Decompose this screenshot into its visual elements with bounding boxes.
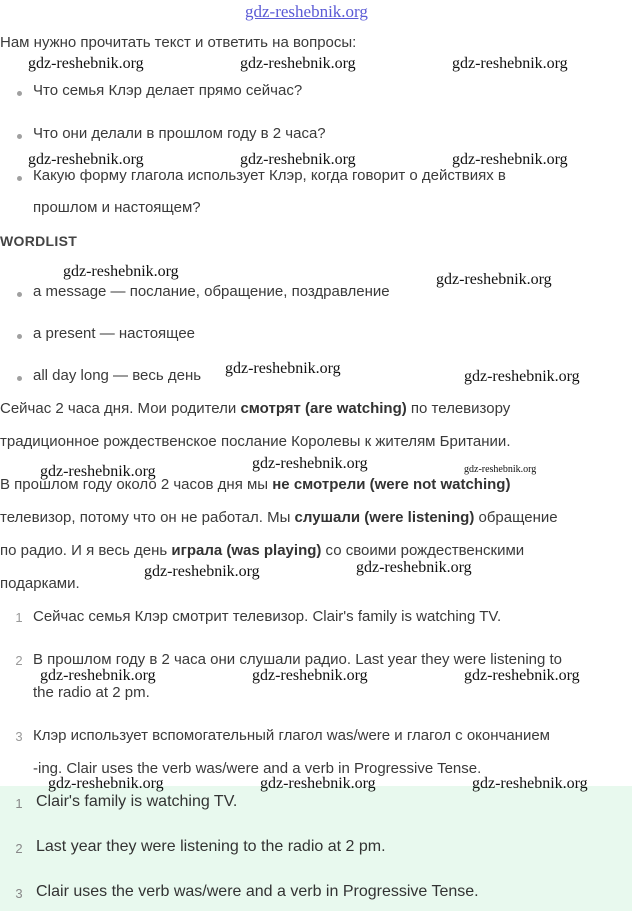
watermark: gdz-reshebnik.org — [28, 151, 144, 168]
list-number: 1 — [15, 610, 23, 625]
watermark: gdz-reshebnik.org — [464, 667, 580, 684]
list-number: 3 — [15, 729, 23, 744]
question-3: Какую форму глагола использует Клэр, когда говорит о действиях в — [33, 167, 506, 184]
watermark: gdz-reshebnik.org — [40, 667, 156, 684]
paragraph-line: телевизор, потому что он не работал. Мы слушали (were listening) обращение — [0, 509, 558, 526]
watermark: gdz-reshebnik.org — [436, 271, 552, 288]
answer-item: Clair uses the verb was/were and a verb in Progressive Tense. — [36, 883, 479, 900]
numbered-item: Клэр использует вспомогательный глагол was/were и глагол с окончанием — [33, 727, 550, 744]
numbered-item-cont: -ing. Clair uses the verb was/were and a verb in Progressive Tense. — [33, 760, 482, 777]
answer-number: 3 — [15, 886, 23, 901]
watermark: gdz-reshebnik.org — [225, 360, 341, 377]
watermark: gdz-reshebnik.org — [472, 775, 588, 792]
list-number: 2 — [15, 653, 23, 668]
watermark: gdz-reshebnik.org — [28, 55, 144, 72]
watermark: gdz-reshebnik.org — [63, 263, 179, 280]
numbered-item: В прошлом году в 2 часа они слушали радио. Last year they were listening to — [33, 651, 563, 668]
watermark: gdz-reshebnik.org — [452, 55, 568, 72]
bullet-dot — [17, 91, 22, 96]
answer-item: Last year they were listening to the radio at 2 pm. — [36, 838, 386, 855]
numbered-item: Сейчас семья Клэр смотрит телевизор. Clair's family is watching TV. — [33, 608, 502, 625]
bullet-dot — [17, 334, 22, 339]
watermark: gdz-reshebnik.org — [464, 368, 580, 385]
paragraph-line: В прошлом году около 2 часов дня мы не смотрели (were not watching) — [0, 476, 511, 493]
answer-number: 2 — [15, 841, 23, 856]
wordlist-item: a present — настоящее — [33, 325, 196, 342]
paragraph-line: традиционное рождественское послание Королевы к жителям Британии. — [0, 433, 511, 450]
watermark: gdz-reshebnik.org — [252, 455, 368, 472]
watermark: gdz-reshebnik.org — [144, 563, 260, 580]
paragraph-line: по радио. И я весь день играла (was playing) со своими рождественскими — [0, 542, 525, 559]
numbered-item-cont: the radio at 2 pm. — [33, 684, 150, 701]
question-3-cont: прошлом и настоящем? — [33, 199, 201, 216]
question-1: Что семья Клэр делает прямо сейчас? — [33, 82, 303, 99]
question-2: Что они делали в прошлом году в 2 часа? — [33, 125, 326, 142]
watermark-small: gdz-reshebnik.org — [464, 464, 537, 475]
answer-number: 1 — [15, 796, 23, 811]
paragraph-line: Сейчас 2 часа дня. Мои родители смотрят (are watching) по телевизору — [0, 400, 511, 417]
watermark: gdz-reshebnik.org — [40, 463, 156, 480]
paragraph-line: подарками. — [0, 575, 80, 592]
wordlist-item: a message — послание, обращение, поздравление — [33, 283, 390, 300]
watermark: gdz-reshebnik.org — [452, 151, 568, 168]
watermark: gdz-reshebnik.org — [240, 55, 356, 72]
bullet-dot — [17, 292, 22, 297]
wordlist-heading: WORDLIST — [0, 233, 78, 249]
intro-text: Нам нужно прочитать текст и ответить на вопросы: — [0, 34, 357, 51]
answers-panel — [0, 786, 632, 911]
answer-item: Clair's family is watching TV. — [36, 793, 238, 810]
watermark: gdz-reshebnik.org — [240, 151, 356, 168]
watermark: gdz-reshebnik.org — [48, 775, 164, 792]
watermark: gdz-reshebnik.org — [356, 559, 472, 576]
bullet-dot — [17, 176, 22, 181]
watermark: gdz-reshebnik.org — [252, 667, 368, 684]
wordlist-item: all day long — весь день — [33, 367, 202, 384]
watermark: gdz-reshebnik.org — [260, 775, 376, 792]
bullet-dot — [17, 134, 22, 139]
bullet-dot — [17, 376, 22, 381]
watermark-top: gdz-reshebnik.org — [245, 2, 368, 21]
